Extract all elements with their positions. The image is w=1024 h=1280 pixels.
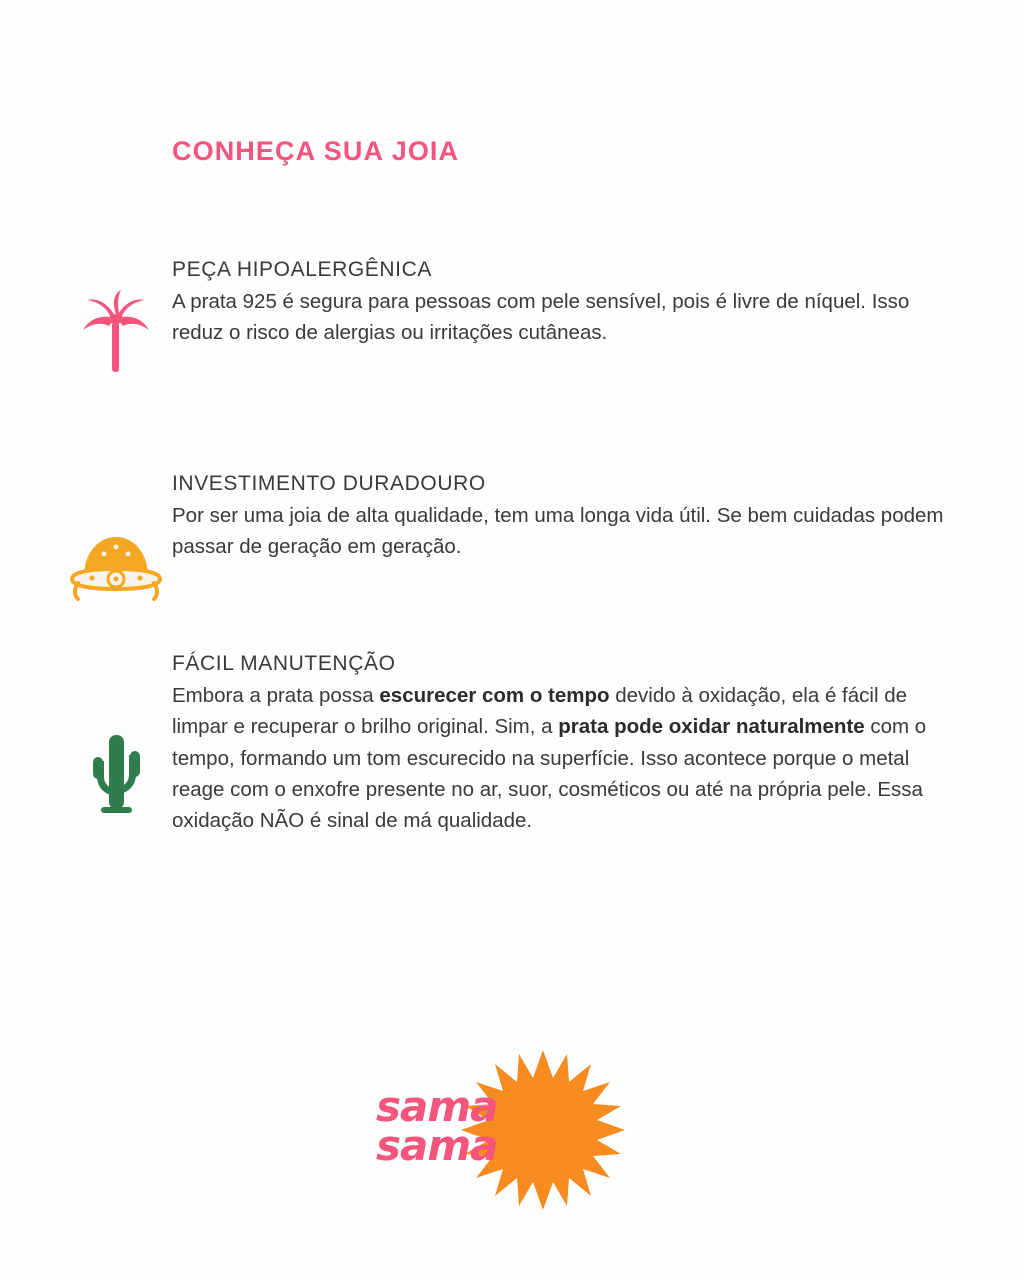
- section-investimento: [60, 472, 960, 563]
- cactus-icon: [60, 716, 172, 826]
- logo-wordmark: [376, 1082, 498, 1170]
- section-body: [172, 652, 952, 837]
- section-heading: INVESTIMENTO DURADOURO: [172, 472, 486, 495]
- section-body: [172, 472, 952, 563]
- section-text-rich: Embora a prata possa escurecer com o tempo devido à oxidação, ela é fácil de limpar e recuperar o brilho original. Sim, a prata pode oxidar naturalmente com o tempo, formando um tom escurecido na superfície. Isso acontece porque o metal reage com o enxofre presente no ar, suor, cosméticos ou até na própria pele. Essa oxidação NÃO é sinal de má qualidade.: [172, 684, 927, 833]
- section-manutencao: [60, 652, 960, 837]
- logo-line-1: sama: [376, 1082, 498, 1131]
- sombrero-hat-icon: [60, 510, 172, 620]
- section-text: A prata 925 é segura para pessoas com pele sensível, pois é livre de níquel. Isso reduz o risco de alergias ou irritações cutâneas.: [172, 290, 910, 345]
- section-text: Por ser uma joia de alta qualidade, tem uma longa vida útil. Se bem cuidadas podem passar de geração em geração.: [172, 504, 944, 559]
- brand-logo: [368, 1030, 668, 1220]
- page-title: CONHEÇA SUA JOIA: [172, 136, 460, 166]
- logo-line-2: sama: [376, 1120, 498, 1170]
- section-hipoalergenica: [60, 258, 960, 349]
- section-heading: FÁCIL MANUTENÇÃO: [172, 652, 396, 675]
- palm-tree-icon: [60, 276, 172, 386]
- section-body: [172, 258, 952, 349]
- section-heading: PEÇA HIPOALERGÊNICA: [172, 258, 432, 281]
